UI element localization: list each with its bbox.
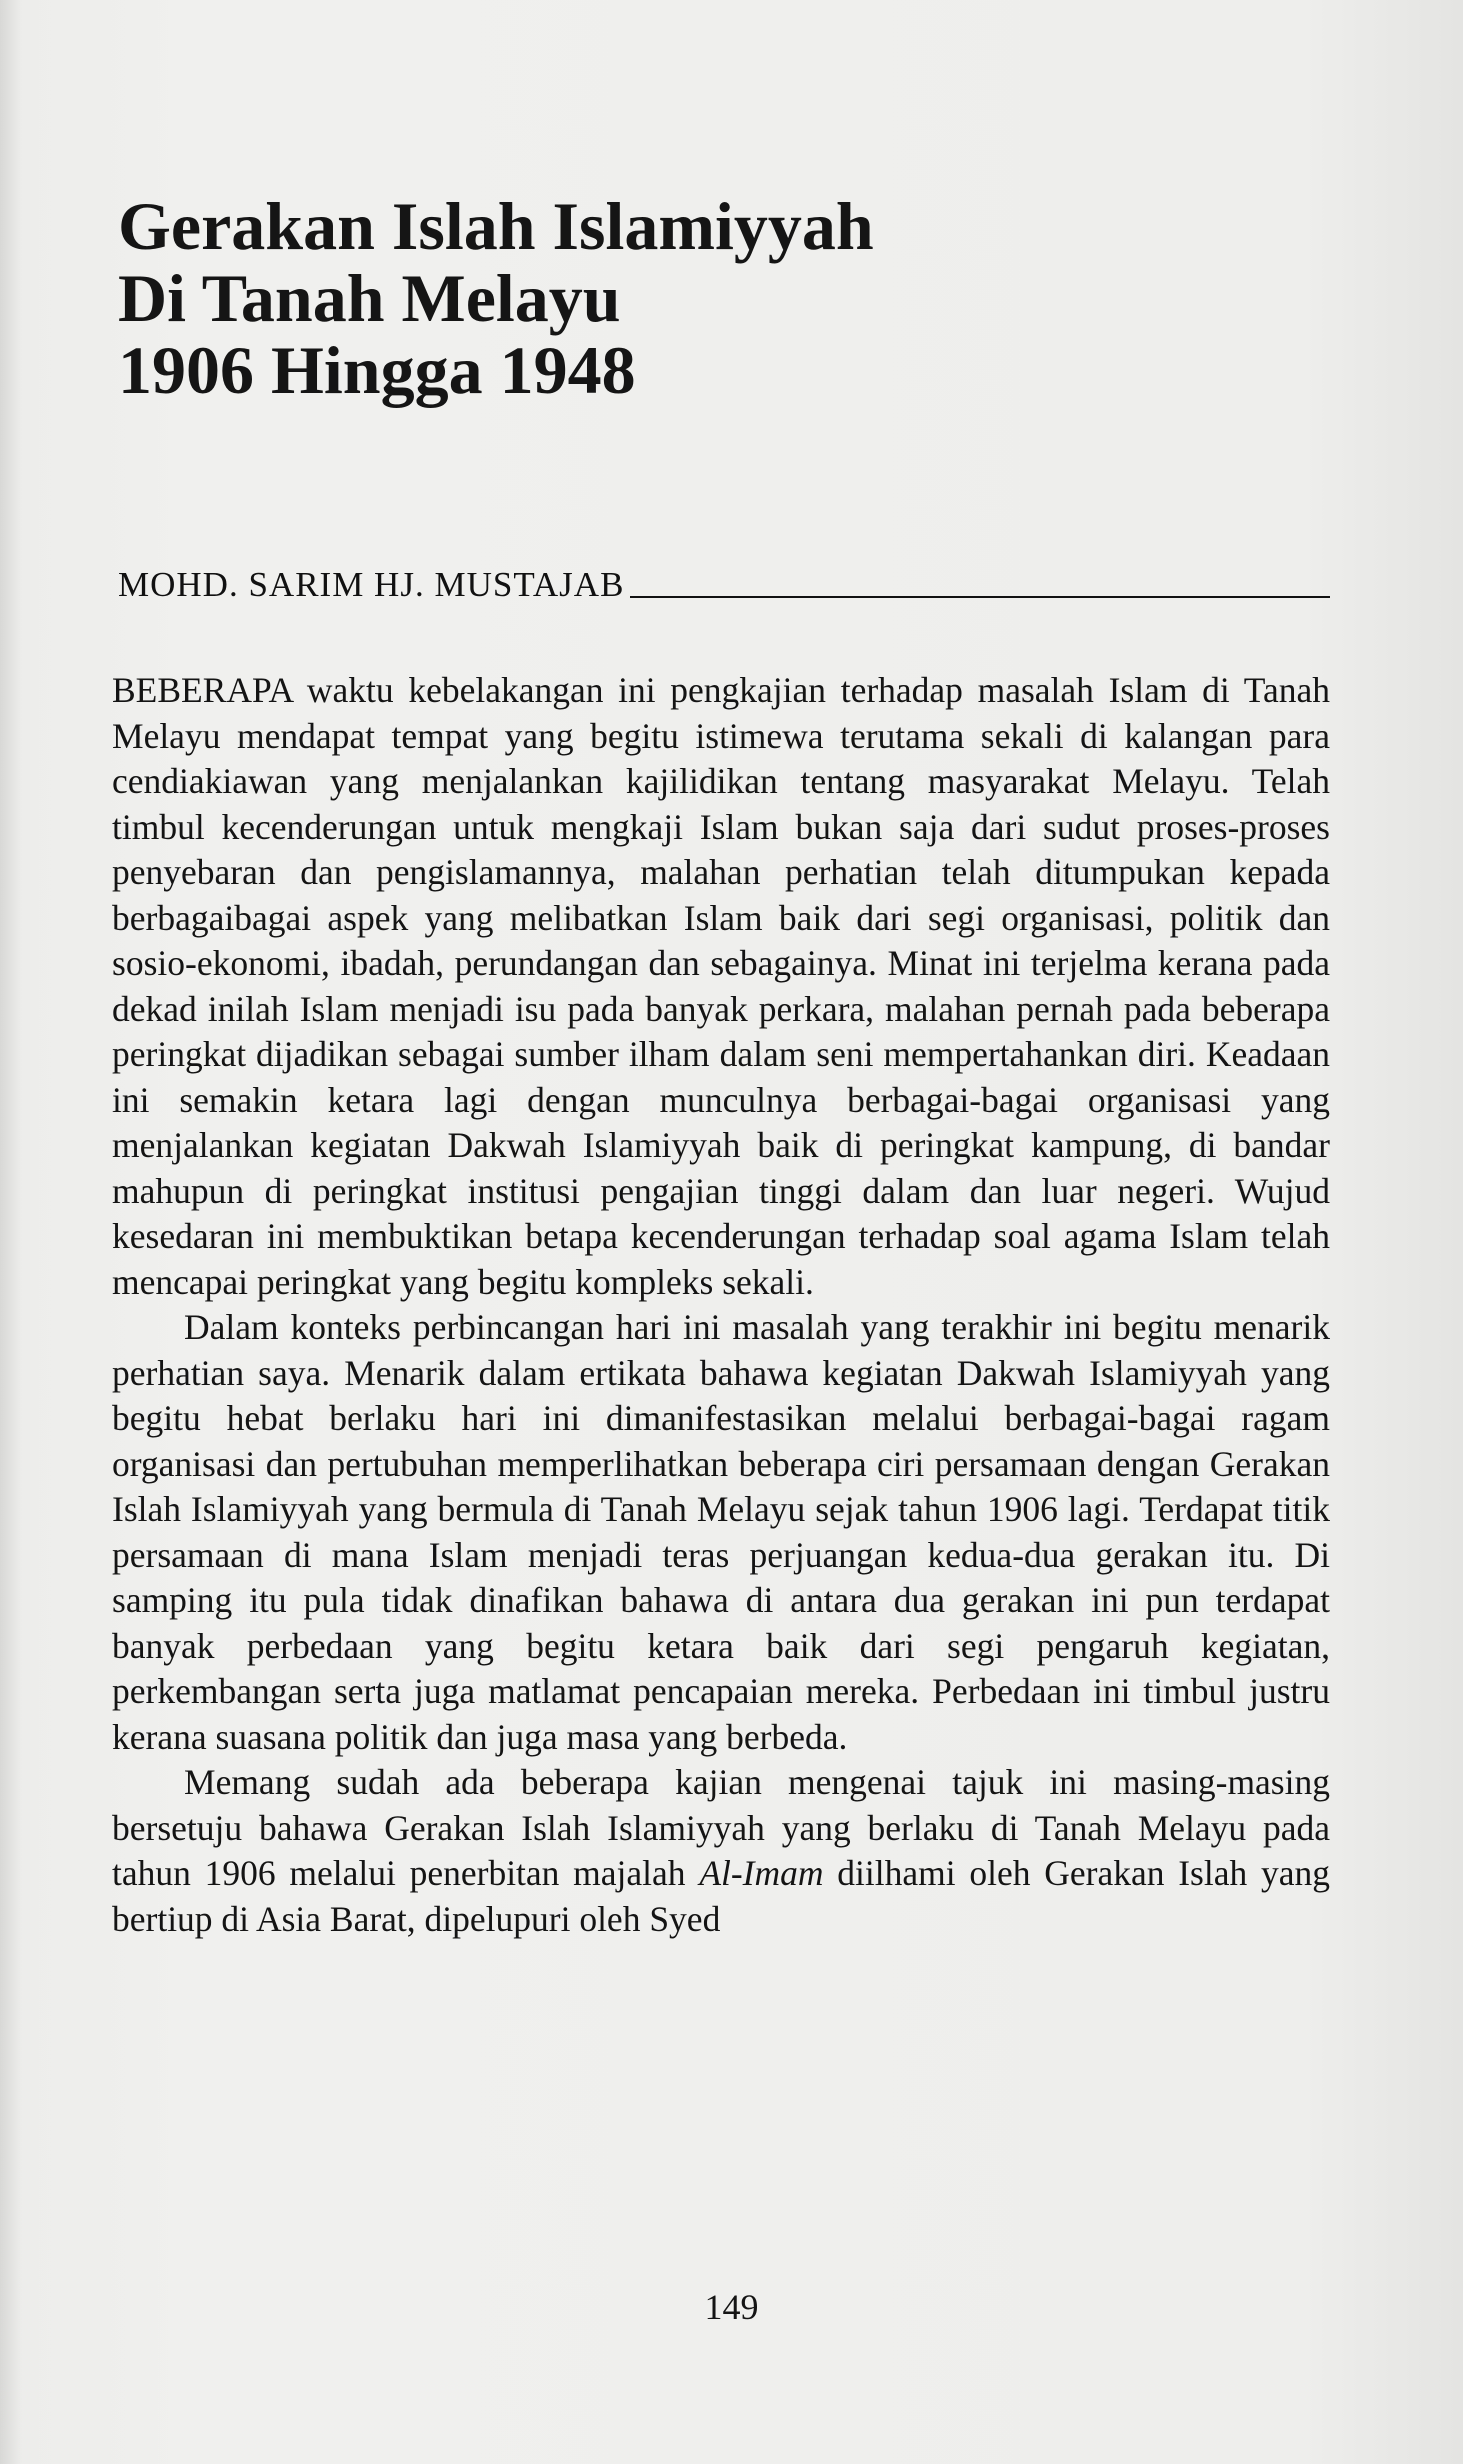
author-byline: [118, 563, 1330, 607]
title-line-2: Di Tanah Melayu: [118, 260, 621, 336]
paragraph-1-text: waktu kebelakangan ini pengkajian terhadap masalah Islam di Tanah Melayu mendapat tempat yang begitu istimewa terutama sekali di kalangan para cendiakiawan yang menjalankan kajilidikan tentang masyarakat Melayu. Telah timbul kecenderungan untuk mengkaji Islam bukan saja dari sudut proses-proses penyebaran dan pengislamannya, malahan perhatian telah ditumpukan kepada berbagaibagai aspek yang melibatkan Islam baik dari segi organisasi, politik dan sosio-ekonomi, ibadah, perundangan dan sebagainya. Minat ini terjelma kerana pada dekad inilah Islam menjadi isu pada banyak perkara, malahan pernah pada beberapa peringkat dijadikan sebagai sumber ilham dalam seni mempertahankan diri. Keadaan ini semakin ketara lagi dengan munculnya berbagai-bagai organisasi yang menjalankan kegiatan Dakwah Islamiyyah baik di peringkat kampung, di bandar mahupun di peringkat institusi pengajian tinggi dalam dan luar negeri. Wujud kesedaran ini membuktikan betapa kecenderungan terhadap soal agama Islam telah mencapai peringkat yang begitu kompleks sekali.: [112, 670, 1330, 1302]
paragraph-2: Dalam konteks perbincangan hari ini masalah yang terakhir ini begitu menarik perhatian saya. Menarik dalam ertikata bahawa kegiatan Dakwah Islamiyyah yang begitu hebat berlaku hari ini dimanifestasikan melalui berbagai-bagai ragam organisasi dan pertubuhan memperlihatkan beberapa ciri persamaan dengan Gerakan Islah Islamiyyah yang bermula di Tanah Melayu sejak tahun 1906 lagi. Terdapat titik persamaan di mana Islam menjadi teras perjuangan kedua-dua gerakan itu. Di samping itu pula tidak dinafikan bahawa di antara dua gerakan ini pun terdapat banyak perbedaan yang begitu ketara baik dari segi pengaruh kegiatan, perkembangan serta juga matlamat pencapaian mereka. Perbedaan ini timbul justru kerana suasana politik dan juga masa yang berbeda.: [112, 1307, 1330, 1757]
paragraph-1: [112, 668, 1330, 1305]
article-body: [112, 668, 1330, 1942]
title-line-1: Gerakan Islah Islamiyyah: [118, 188, 874, 264]
author-name: MOHD. SARIM HJ. MUSTAJAB: [118, 565, 625, 604]
journal-title-italic: Al-Imam: [699, 1853, 824, 1893]
paragraph-3-text-before: Memang sudah ada beberapa kajian mengenai tajuk ini masing-masing bersetuju bahawa Gerakan Islah Islamiyyah yang berlaku di Tanah Melayu pada tahun 1906 melalui penerbitan majalah: [112, 1762, 1330, 1893]
article-title: [118, 190, 874, 406]
page-number: 149: [704, 2287, 759, 2327]
author-rule-divider: [630, 596, 1330, 598]
paragraph-1-lead: BEBERAPA: [112, 670, 293, 710]
paragraph-3: [112, 1760, 1330, 1942]
title-line-3: 1906 Hingga 1948: [118, 332, 636, 408]
paragraph-3-text-after: diilhami oleh Gerakan Islah yang bertiup di Asia Barat, dipelupuri oleh Syed: [112, 1853, 1331, 1939]
